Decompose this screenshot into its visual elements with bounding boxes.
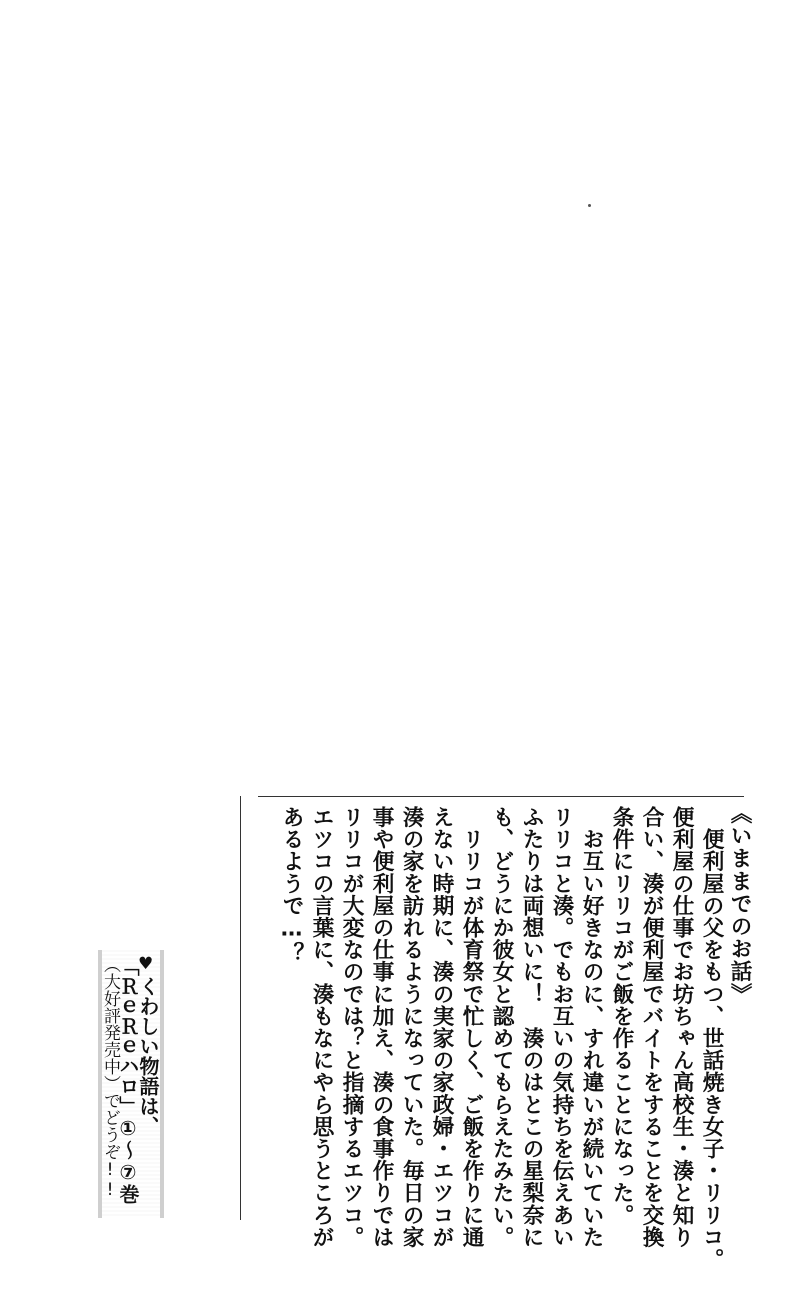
summary-line: リリコと湊。でもお互いの気持ちを伝えあい — [549, 806, 574, 1248]
summary-line: も、どうにか彼女と認めてもらえたみたい。 — [489, 806, 514, 1248]
summary-line: エツコの言葉に、湊もなにやら思うところが — [309, 806, 334, 1248]
summary-line: お互い好きなのに、すれ違いが続いていた — [579, 806, 604, 1248]
summary-top-rule — [258, 796, 744, 797]
promo-line: 「ＲｅＲｅハロ」①〜⑦巻 — [116, 956, 140, 1204]
summary-line: えない時期に、湊の実家の家政婦・エツコが — [429, 806, 454, 1248]
summary-left-rule — [240, 796, 241, 1220]
summary-line: 便利屋の父をもつ、世話焼き女子・リリコ。 — [699, 806, 724, 1271]
summary-line: 条件にリリコがご飯を作ることになった。 — [609, 806, 634, 1226]
summary-line: 湊の家を訪れるようになっていた。毎日の家 — [399, 806, 424, 1248]
promo-line: くわしい物語は、 — [136, 976, 160, 1136]
print-speck — [588, 204, 591, 207]
summary-line: あるようで…？ — [279, 806, 304, 965]
summary-line: リリコが大変なのでは？と指摘するエツコ。 — [339, 806, 364, 1248]
summary-line: ふたりは両想いに！ 湊のはとこの星梨奈に — [519, 806, 544, 1248]
summary-line: 事や便利屋の仕事に加え、湊の食事作りでは — [369, 806, 394, 1248]
summary-line: 合い、湊が便利屋でバイトをすることを交換 — [639, 806, 664, 1248]
summary-line: 便利屋の仕事でお坊ちゃん高校生・湊と知り — [669, 806, 694, 1248]
summary-line: リリコが体育祭で忙しく、ご飯を作りに通 — [459, 806, 484, 1248]
promo-line: （大好評発売中）でどうぞ!! — [100, 956, 120, 1200]
summary-title: 《いままでのお話》 — [727, 802, 752, 1006]
series-promo-box — [98, 950, 164, 1218]
story-summary — [258, 796, 752, 1271]
heart-icon: ♥ — [138, 954, 154, 974]
